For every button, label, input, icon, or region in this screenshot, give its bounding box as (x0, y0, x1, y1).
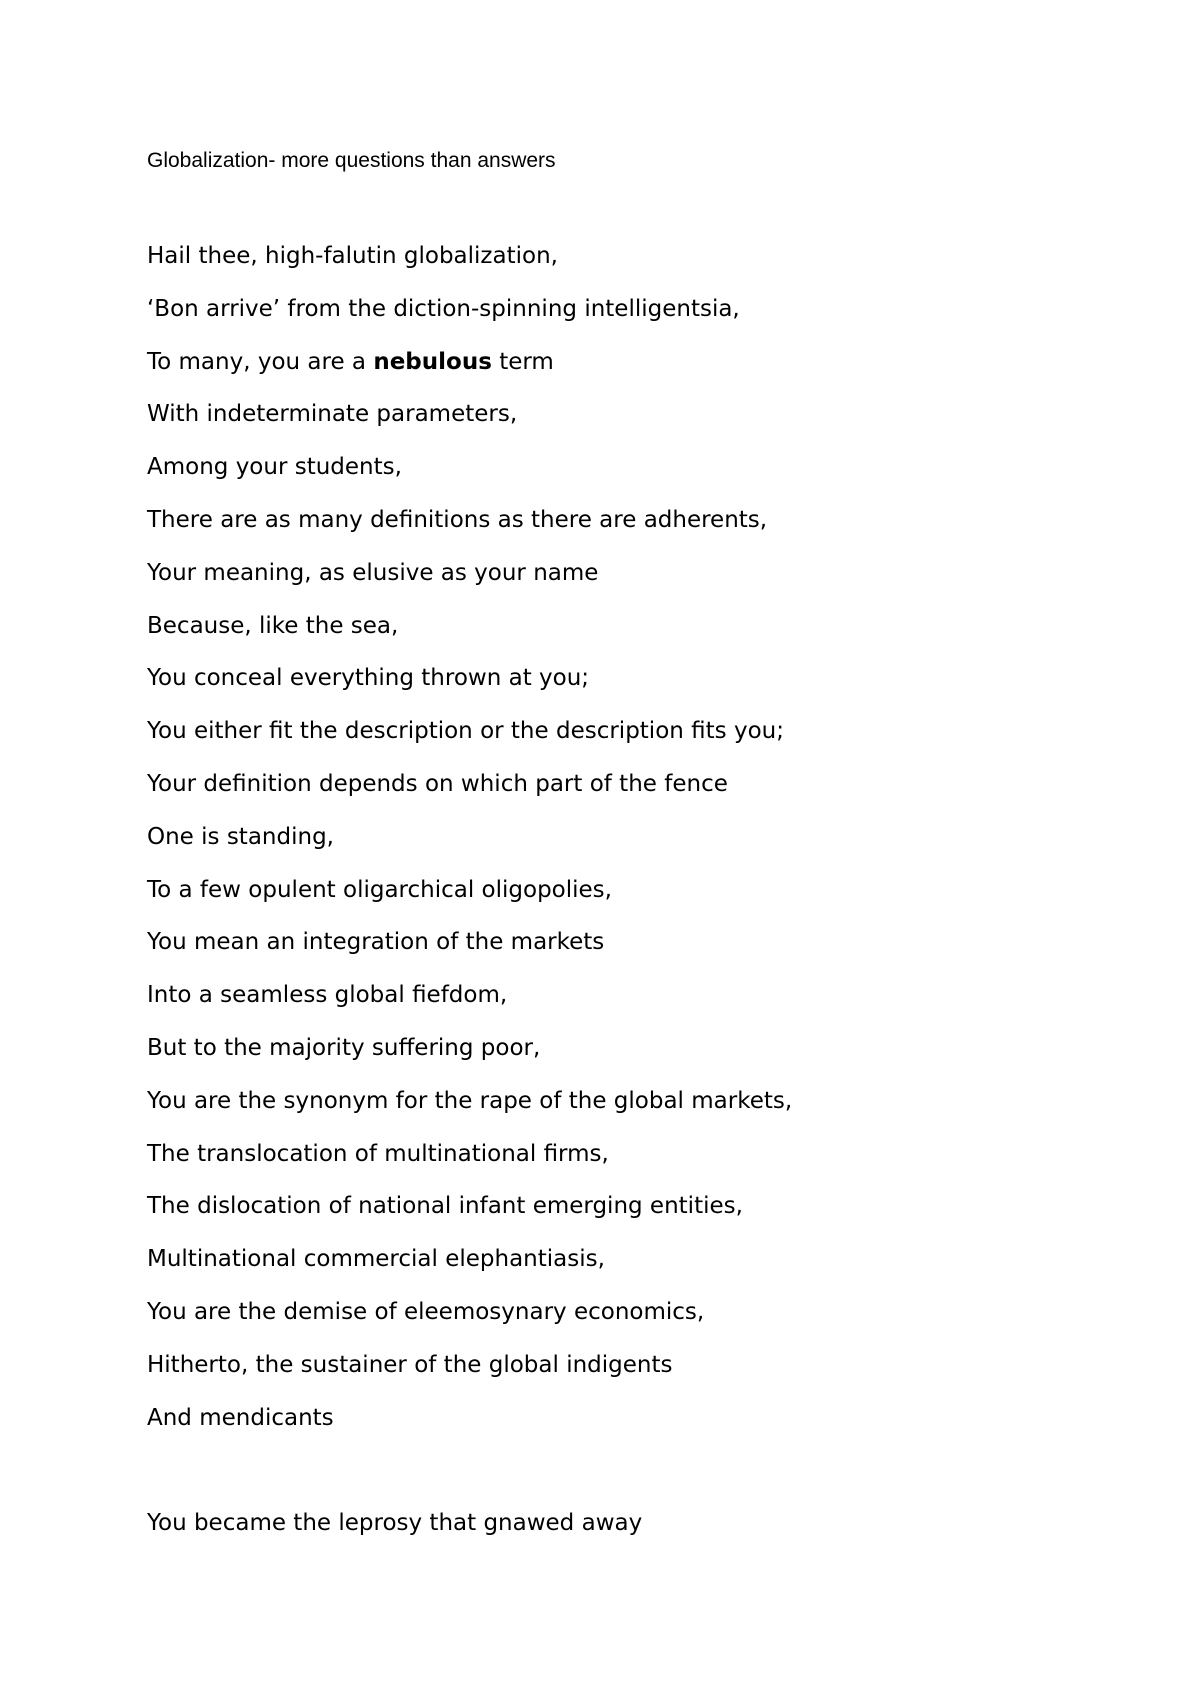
poem-line-text: To many, you are a (147, 348, 374, 375)
poem-line: You mean an integration of the markets (147, 929, 605, 956)
poem-line: But to the majority suffering poor, (147, 1034, 541, 1061)
poem-line: With indeterminate parameters, (147, 401, 518, 428)
poem-line: To a few opulent oligarchical oligopolies, (147, 876, 612, 903)
poem-line: Hitherto, the sustainer of the global indigents (147, 1351, 673, 1378)
poem-line: Your definition depends on which part of the fence (147, 770, 728, 797)
poem-line: Among your students, (147, 454, 402, 481)
poem-line: Your meaning, as elusive as your name (147, 559, 599, 586)
poem-title: Globalization- more questions than answers (147, 149, 556, 172)
emphasized-word: nebulous (373, 348, 492, 375)
poem-line: You are the demise of eleemosynary economics, (147, 1298, 705, 1325)
poem-line: ‘Bon arrive’ from the diction-spinning intelligentsia, (147, 295, 740, 322)
poem-line: You are the synonym for the rape of the global markets, (147, 1087, 793, 1114)
poem-line: You conceal everything thrown at you; (147, 665, 590, 692)
poem-line (147, 347, 1147, 400)
poem-line: Multinational commercial elephantiasis, (147, 1246, 605, 1273)
poem-line: One is standing, (147, 823, 334, 850)
poem-body (147, 241, 1147, 1561)
poem-line: Hail thee, high-falutin globalization, (147, 243, 558, 269)
poem-line: Into a seamless global fiefdom, (147, 982, 508, 1009)
poem-line: There are as many definitions as there are adherents, (147, 506, 768, 533)
poem-line: Because, like the sea, (147, 612, 399, 639)
poem-line: The dislocation of national infant emerging entities, (147, 1193, 743, 1220)
poem-line-text: term (491, 348, 554, 375)
poem-line: You either fit the description or the description fits you; (147, 718, 784, 745)
poem-line: The translocation of multinational firms, (147, 1140, 609, 1167)
stanza-break (147, 1455, 1147, 1508)
poem-line: And mendicants (147, 1404, 334, 1431)
poem-line: You became the leprosy that gnawed away (147, 1510, 643, 1537)
